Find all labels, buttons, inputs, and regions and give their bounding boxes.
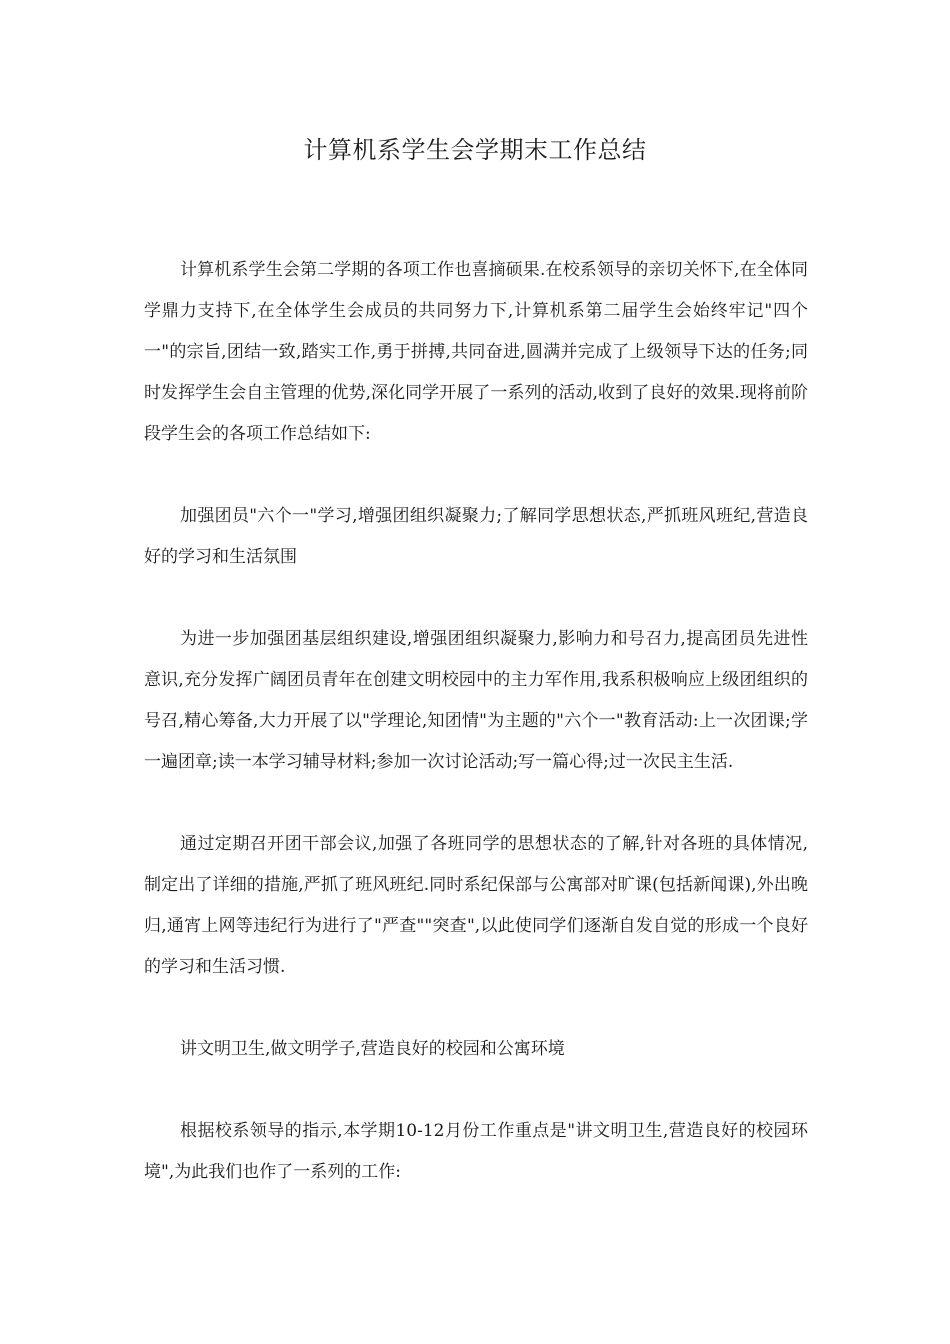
paragraph-heading-hygiene: 讲文明卫生,做文明学子,营造良好的校园和公寓环境 <box>180 1039 565 1059</box>
paragraph-discipline: 通过定期召开团干部会议,加强了各班同学的思想状态的了解,针对各班的具体情况,制定出了详细的措施,严抓了班风班纪.同时系纪保部与公寓部对旷课(包括新闻课),外出晚归,通宵上网等违纪行为进行了"严查""突查",以此使同学们逐渐自发自觉的形成一个良好的学习和生活习惯. <box>144 834 808 977</box>
document-body <box>144 250 808 1234</box>
document-title: 计算机系学生会学期末工作总结 <box>303 136 647 164</box>
paragraph-six-ones: 为进一步加强团基层组织建设,增强团组织凝聚力,影响力和号召力,提高团员先进性意识,充分发挥广阔团员青年在创建文明校园中的主力军作用,我系积极响应上级团组织的号召,精心筹备,大力开展了以"学理论,知团情"为主题的"六个一"教育活动:上一次团课;学一遍团章;读一本学习辅导材料;参加一次讨论活动;写一篇心得;过一次民主生活. <box>144 629 808 772</box>
paragraph-intro: 计算机系学生会第二学期的各项工作也喜摘硕果.在校系领导的亲切关怀下,在全体同学鼎力支持下,在全体学生会成员的共同努力下,计算机系第二届学生会始终牢记"四个一"的宗旨,团结一致,踏实工作,勇于拼搏,共同奋进,圆满并完成了上级领导下达的任务;同时发挥学生会自主管理的优势,深化同学开展了一系列的活动,收到了良好的效果.现将前阶段学生会的各项工作总结如下: <box>144 260 808 444</box>
paragraph-campus-environment: 根据校系领导的指示,本学期10-12月份工作重点是"讲文明卫生,营造良好的校园环境",为此我们也作了一系列的工作: <box>144 1121 808 1182</box>
paragraph-heading-league: 加强团员"六个一"学习,增强团组织凝聚力;了解同学思想状态,严抓班风班纪,营造良好的学习和生活氛围 <box>144 506 808 567</box>
